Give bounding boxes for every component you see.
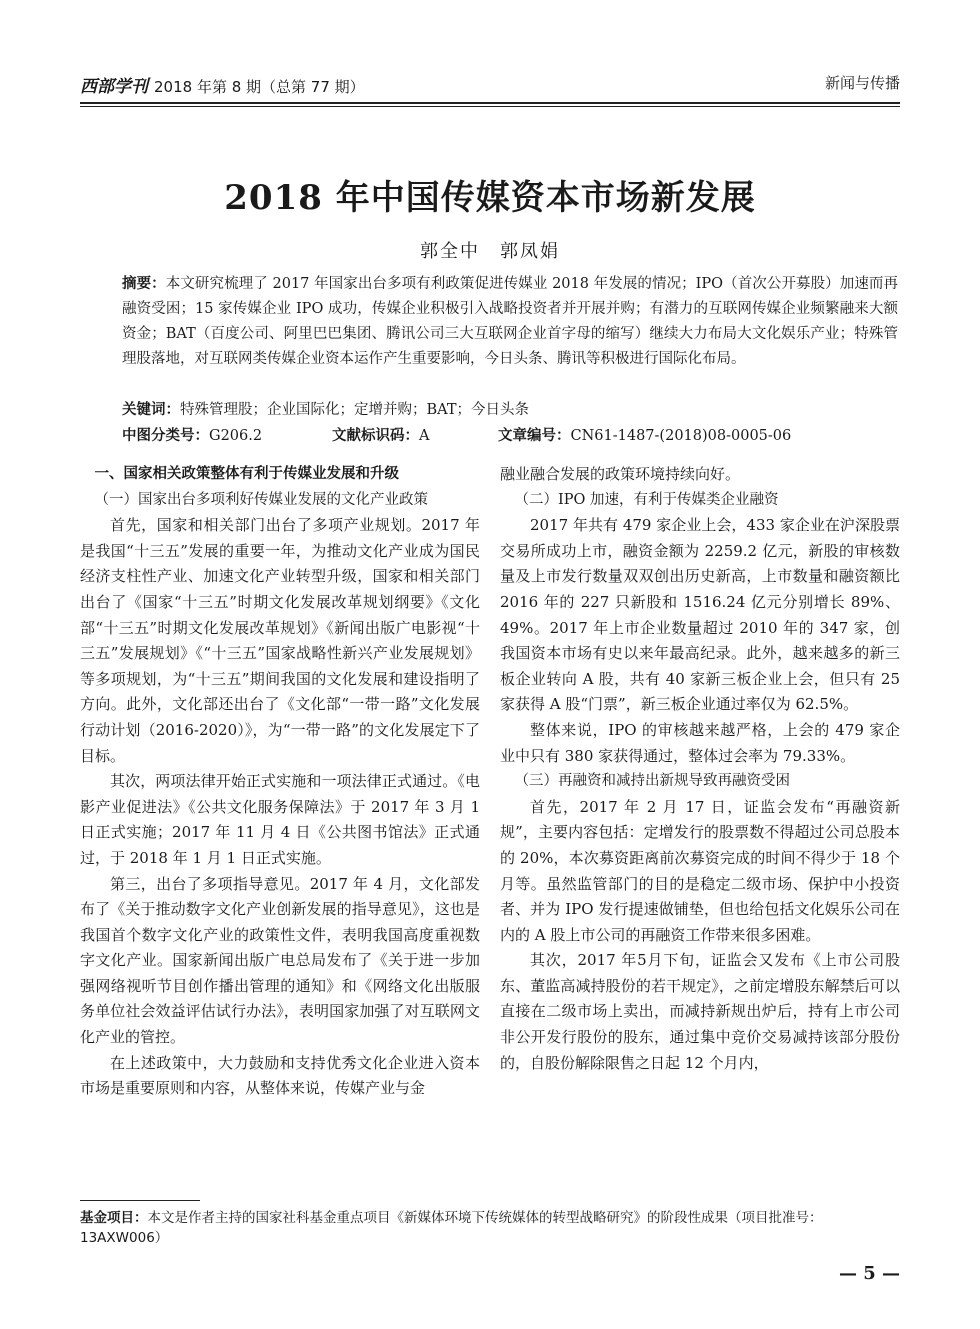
keywords-label: 关键词： <box>122 402 180 418</box>
journal-logo: 西部学刊 <box>80 77 148 97</box>
abstract <box>122 272 898 372</box>
page-number: — 5 — <box>838 1263 900 1284</box>
running-header <box>80 72 900 96</box>
paragraph: 整体来说，IPO 的审核越来越严格，上会的 479 家企业中只有 380 家获得通过，整体过会率为 79.33%。 <box>500 720 900 765</box>
paragraph: 首先，2017 年 2 月 17 日，证监会发布“再融资新规”，主要内容包括：定增发行的股票数不得超过公司总股本的 20%，本次募资距离前次募资完成的时间不得少于 18 个月等。虽然监管部门的目的是稳定二级市场、保护中小投资者、并为 IPO 发行提速做铺垫，但也给包括文化娱乐公司在内的 A 股上市公司的再融资工作带来很多困难。 <box>500 797 900 944</box>
paragraph: 2017 年共有 479 家企业上会，433 家企业在沪深股票交易所成功上市，融资金额为 2259.2 亿元，新股的审核数量及上市发行数量双双创出历史新高，上市数量和融资额比 2016 年的 227 只新股和 1516.24 亿元分别增长 89%、49%。2017 年上市企业数量超过 2010 年的 347 家，创我国资本市场有史以来年最高纪录。此外，越来越多的新三板企业转向 A 股，共有 40 家新三板企业上会，但只有 25 家获得 A 股“门票”，新三板企业通过率仅为 62.5%。 <box>500 516 900 714</box>
issue-label: 2018 年第 8 期（总第 77 期） <box>154 78 365 96</box>
article-number: 文章编号：CN61-1487-(2018)08-0005-06 <box>498 428 792 444</box>
article-authors: 郭全中 郭凤娟 <box>420 241 560 262</box>
footnote-label: 基金项目： <box>80 1210 148 1226</box>
footnote-text: 本文是作者主持的国家社科基金重点项目《新媒体环境下传统媒体的转型战略研究》的阶段性成果（项目批准号：13AXW006） <box>80 1210 823 1246</box>
paragraph: 在上述政策中，大力鼓励和支持优秀文化企业进入资本市场是重要原则和内容，从整体来说，传媒产业与金 <box>80 1053 480 1098</box>
clc-code: 中图分类号：G206.2 <box>122 428 263 444</box>
keywords-text: 特殊管理股；企业国际化；定增并购；BAT；今日头条 <box>180 402 530 418</box>
footnote-rule <box>80 1200 200 1201</box>
paragraph: 融业融合发展的政策环境持续向好。 <box>500 465 741 483</box>
right-column <box>500 462 900 1076</box>
section-heading-1: 一、国家相关政策整体有利于传媒业发展和升级 <box>94 466 399 482</box>
keywords <box>122 398 898 422</box>
footnote <box>80 1208 900 1248</box>
subsection-heading-1: （一）国家出台多项利好传媒业发展的文化产业政策 <box>94 491 428 508</box>
subsection-heading-2: （二）IPO 加速，有利于传媒类企业融资 <box>514 491 779 508</box>
abstract-text: 本文研究梳理了 2017 年国家出台多项有利政策促进传媒业 2018 年发展的情况；IPO（首次公开募股）加速而再融资受困；15 家传媒企业 IPO 成功，传媒企业积极引入战略投资者并开展并购；有潜力的互联网传媒企业频繁融来大额资金；BAT（百度公司、阿里巴巴集团、腾讯公司三大互联网企业首字母的缩写）继续大力布局大文化娱乐产业；特殊管理股落地，对互联网类传媒企业资本运作产生重要影响，今日头条、腾讯等积极进行国际化布局。 <box>122 276 899 367</box>
paragraph: 第三，出台了多项指导意见。2017 年 4 月，文化部发布了《关于推动数字文化产业创新发展的指导意见》，这也是我国首个数字文化产业的政策性文件，表明我国高度重视数字文化产业。国家新闻出版广电总局发布了《关于进一步加强网络视听节目创作播出管理的通知》和《网络文化出版服务单位社会效益评估试行办法》，表明国家加强了对互联网文化产业的管控。 <box>80 874 480 1047</box>
left-column <box>80 462 480 1102</box>
journal-issue <box>80 72 365 97</box>
header-rule-thin <box>80 106 900 107</box>
header-rule <box>80 102 900 104</box>
article-title: 2018 年中国传媒资本市场新发展 <box>224 178 756 218</box>
paragraph: 其次，两项法律开始正式实施和一项法律正式通过。《电影产业促进法》《公共文化服务保障法》于 2017 年 3 月 1 日正式实施；2017 年 11 月 4 日《公共图书馆法》正式通过，于 2018 年 1 月 1 日正式实施。 <box>80 772 480 867</box>
section-label: 新闻与传播 <box>824 74 900 92</box>
paragraph: 其次，2017 年5月下旬，证监会又发布《上市公司股东、董监高减持股份的若干规定》，之前定增股东解禁后可以直接在二级市场上卖出，而减持新规出炉后，持有上市公司非公开发行股份的股东，通过集中竞价交易减持该部分股份的，自股份解除限售之日起 12 个月内， <box>500 951 900 1072</box>
abstract-label: 摘要： <box>122 276 166 292</box>
subsection-heading-3: （三）再融资和减持出新规导致再融资受困 <box>514 773 790 790</box>
doc-code: 文献标识码：A <box>332 428 430 444</box>
paragraph: 首先，国家和相关部门出台了多项产业规划。2017 年是我国“十三五”发展的重要一年，为推动文化产业成为国民经济支柱性产业、加速文化产业转型升级，国家和相关部门出台了《国家“十三五”时期文化发展改革规划纲要》《文化部“十三五”时期文化发展改革规划》《新闻出版广电影视“十三五”发展规划》《“十三五”国家战略性新兴产业发展规划》等多项规划，为“十三五”期间我国的文化发展和建设指明了方向。此外，文化部还出台了《文化部“一带一路”文化发展行动计划（2016-2020）》，为“一带一路”的文化发展定下了目标。 <box>80 516 480 765</box>
